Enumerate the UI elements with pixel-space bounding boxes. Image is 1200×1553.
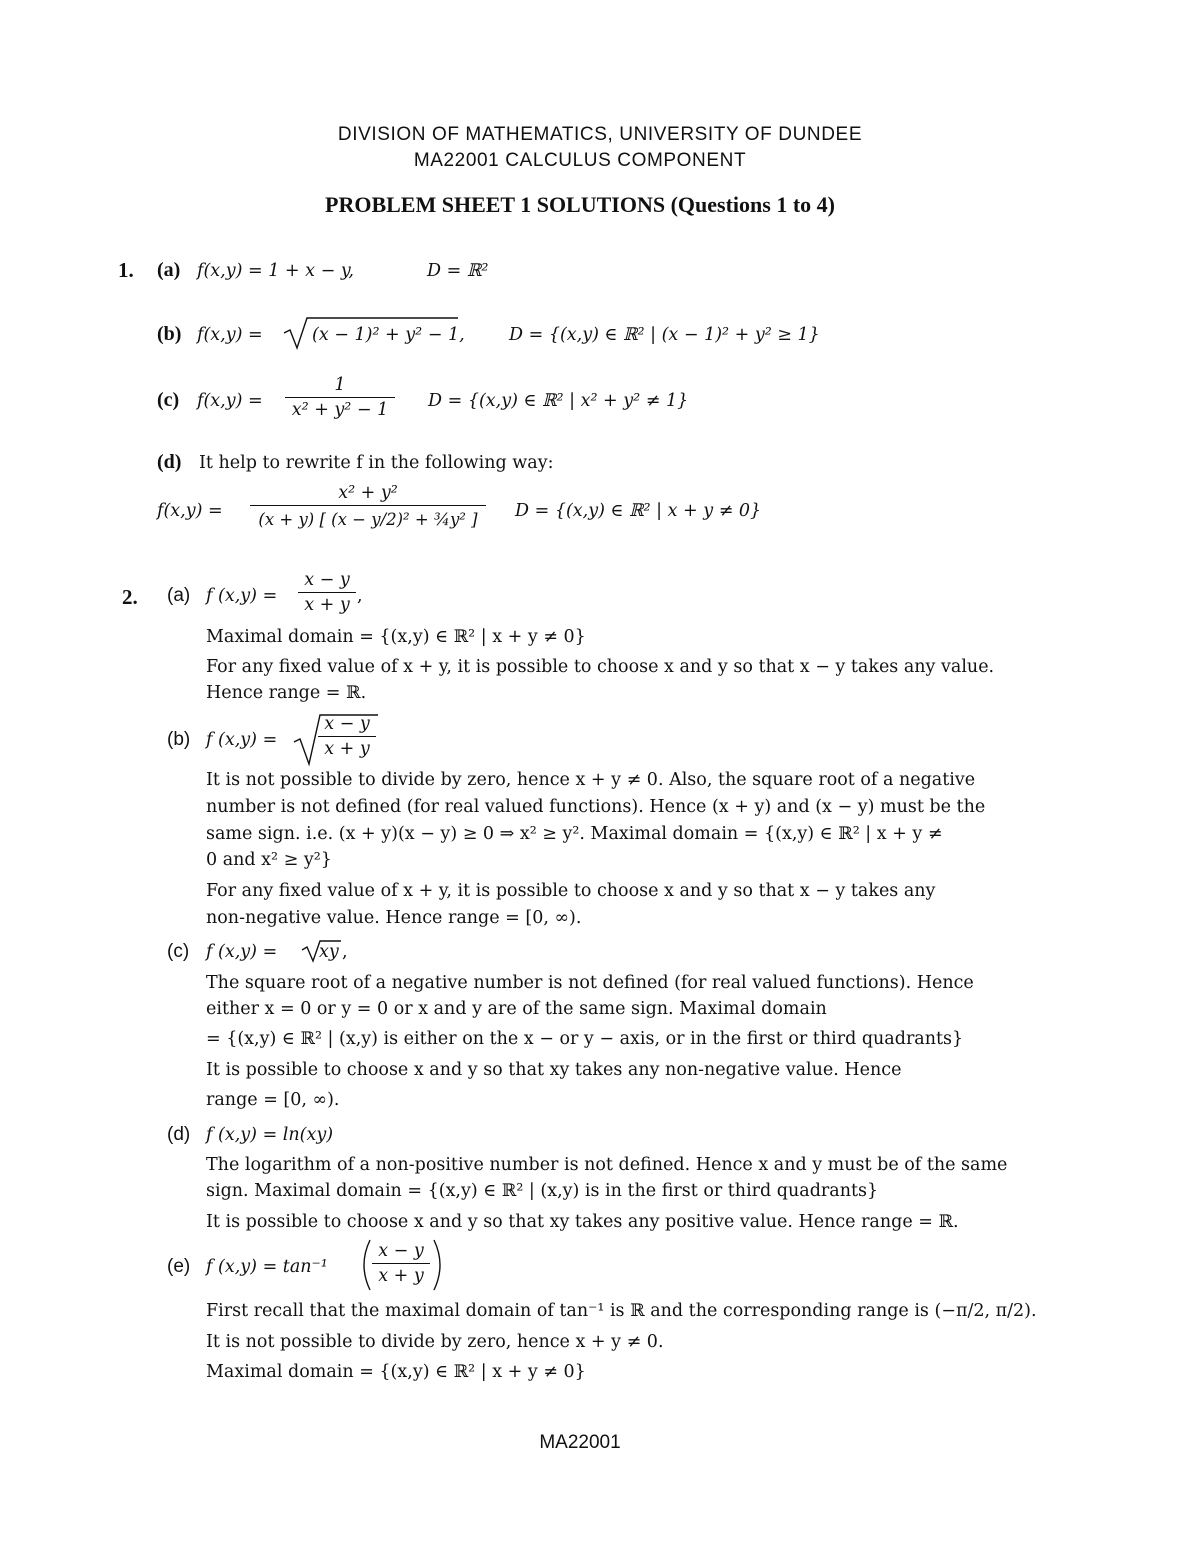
q2a-line: For any fixed value of x + y, it is possible to choose x and y so that x − y takes any value. [206, 657, 995, 677]
q2b-line: same sign. i.e. (x + y)(x − y) ≥ 0 ⇒ x² ≥ y². Maximal domain = {(x,y) ∈ ℝ² | x + y ≠ [206, 824, 943, 844]
q2e-label: (e) [167, 1256, 191, 1277]
q1c-label: (c) [157, 389, 180, 411]
q2e-line: Maximal domain = {(x,y) ∈ ℝ² | x + y ≠ 0} [206, 1362, 586, 1382]
q2a-line: Maximal domain = {(x,y) ∈ ℝ² | x + y ≠ 0} [206, 627, 586, 647]
q2b-numerator: x − y [324, 714, 370, 734]
q2a-line: Hence range = ℝ. [206, 683, 367, 703]
q2c-comma: , [342, 942, 348, 962]
q2a-denominator: x + y [304, 595, 350, 615]
q2c-line: It is possible to choose x and y so that xy takes any non-negative value. Hence [206, 1060, 902, 1080]
q2d-line: The logarithm of a non-positive number is not defined. Hence x and y must be of the same [206, 1155, 1008, 1175]
q2b-line: number is not defined (for real valued functions). Hence (x + y) and (x − y) must be the [206, 797, 986, 817]
q2c-radicand: xy [319, 942, 339, 962]
q1d-lhs: f(x,y) = [157, 501, 223, 521]
q1a-domain: D = ℝ² [427, 261, 489, 281]
q2c-lhs: f (x,y) = [206, 942, 278, 962]
q1d-denominator: (x + y) [ (x − y/2)² + ¾y² ] [258, 510, 478, 529]
page-title: PROBLEM SHEET 1 SOLUTIONS (Questions 1 to 4) [325, 192, 835, 217]
q1d-domain: D = {(x,y) ∈ ℝ² | x + y ≠ 0} [515, 501, 762, 521]
q2c-line: either x = 0 or y = 0 or x and y are of the same sign. Maximal domain [206, 999, 827, 1019]
q2e-lhs: f (x,y) = tan⁻¹ [206, 1257, 328, 1277]
q2e-denominator: x + y [378, 1266, 424, 1286]
q1b-lhs: f(x,y) = [197, 325, 263, 345]
q2b-radical-sign [294, 715, 378, 764]
q1b-radical-sign [284, 318, 458, 348]
q2d-line: sign. Maximal domain = {(x,y) ∈ ℝ² | (x,y) is in the first or third quadrants} [206, 1181, 879, 1201]
q1c-lhs: f(x,y) = [197, 391, 263, 411]
q2c-label: (c) [167, 941, 190, 962]
question-2-number: 2. [122, 585, 138, 609]
q2a-lhs: f (x,y) = [206, 586, 278, 606]
q1d-text: It help to rewrite f in the following way: [199, 453, 554, 473]
q2a-label: (a) [167, 585, 191, 606]
q1a-label: (a) [157, 259, 181, 281]
q1d-numerator: x² + y² [338, 483, 398, 503]
q2b-line: It is not possible to divide by zero, hence x + y ≠ 0. Also, the square root of a negative [206, 770, 976, 790]
q2e-left-paren [364, 1240, 370, 1290]
q2d-label: (d) [167, 1124, 191, 1145]
q2b-line: 0 and x² ≥ y²} [206, 850, 332, 870]
q2b-line: For any fixed value of x + y, it is possible to choose x and y so that x − y takes any [206, 881, 936, 901]
q2e-right-paren [434, 1240, 440, 1290]
header-line-2: MA22001 CALCULUS COMPONENT [413, 150, 747, 171]
q2c-line: = {(x,y) ∈ ℝ² | (x,y) is either on the x − or y − axis, or in the first or third quadrants} [206, 1029, 964, 1049]
q2b-label: (b) [167, 729, 191, 750]
q2e-numerator: x − y [378, 1241, 424, 1261]
header-line-1: DIVISION OF MATHEMATICS, UNIVERSITY OF DUNDEE [337, 124, 863, 145]
q2d-function: f (x,y) = ln(xy) [206, 1125, 334, 1145]
q2c-line: range = [0, ∞). [206, 1090, 340, 1110]
page-footer: MA22001 [539, 1432, 621, 1453]
q1b-radicand: (x − 1)² + y² − 1, [312, 325, 465, 345]
q1d-label: (d) [157, 451, 182, 473]
q2e-line: It is not possible to divide by zero, hence x + y ≠ 0. [206, 1332, 664, 1352]
q1b-domain: D = {(x,y) ∈ ℝ² | (x − 1)² + y² ≥ 1} [509, 325, 820, 345]
q1c-domain: D = {(x,y) ∈ ℝ² | x² + y² ≠ 1} [428, 391, 689, 411]
q2e-line: First recall that the maximal domain of tan⁻¹ is ℝ and the corresponding range is (−π/2, π/2). [206, 1301, 1037, 1321]
q2c-line: The square root of a negative number is not defined (for real valued functions). Hence [206, 973, 974, 993]
q2b-lhs: f (x,y) = [206, 730, 278, 750]
q2a-comma: , [357, 586, 363, 606]
q2a-numerator: x − y [304, 570, 350, 590]
q2b-line: non-negative value. Hence range = [0, ∞). [206, 908, 582, 928]
q2d-line: It is possible to choose x and y so that xy takes any positive value. Hence range = ℝ. [206, 1212, 959, 1232]
q1b-label: (b) [157, 323, 182, 345]
q1c-numerator: 1 [334, 375, 346, 395]
q1a-function: f(x,y) = 1 + x − y, [197, 261, 354, 281]
question-1-number: 1. [118, 258, 134, 282]
q1c-denominator: x² + y² − 1 [291, 400, 389, 420]
q2c-radical-sign [302, 941, 341, 961]
q2b-denominator: x + y [324, 739, 370, 759]
